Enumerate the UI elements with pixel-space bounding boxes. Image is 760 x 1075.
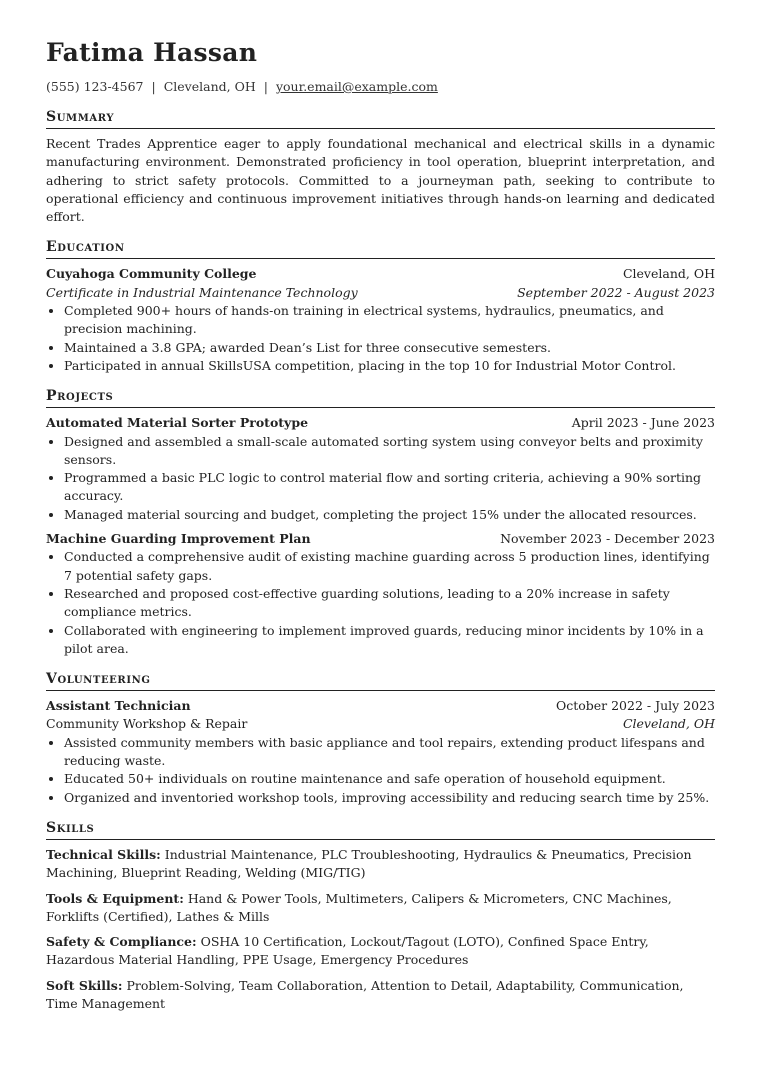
list-item: • Assisted community members with basic appliance and tool repairs, extending product lifespans and reducing waste. bbox=[64, 734, 715, 771]
volunteer-org: Community Workshop & Repair bbox=[46, 716, 248, 732]
project-entry bbox=[46, 414, 715, 524]
section-heading-volunteering: Volunteering bbox=[46, 670, 715, 691]
skill-group bbox=[46, 977, 715, 1014]
phone-number: (555) 123-4567 bbox=[46, 79, 144, 94]
section-heading-summary: Summary bbox=[46, 108, 715, 129]
project-dates: November 2023 - December 2023 bbox=[500, 531, 715, 547]
list-item: • Maintained a 3.8 GPA; awarded Dean’s List for three consecutive semesters. bbox=[64, 339, 715, 357]
project-header-row bbox=[46, 414, 715, 432]
project-name: Automated Material Sorter Prototype bbox=[46, 415, 309, 431]
list-item: • Collaborated with engineering to implement improved guards, reducing minor incidents by 10% in a pilot area. bbox=[64, 622, 715, 659]
skill-group-label: Safety & Compliance: bbox=[46, 934, 197, 950]
education-header-row bbox=[46, 265, 715, 283]
location: Cleveland, OH bbox=[163, 79, 256, 94]
list-item: • Completed 900+ hours of hands-on training in electrical systems, hydraulics, pneumatics, and precision machining. bbox=[64, 302, 715, 339]
education-subheader-row bbox=[46, 284, 715, 302]
volunteer-location: Cleveland, OH bbox=[622, 716, 715, 732]
volunteering-section bbox=[46, 670, 715, 807]
project-bullets bbox=[46, 433, 715, 524]
skill-group-label: Soft Skills: bbox=[46, 977, 123, 993]
volunteer-subheader-row bbox=[46, 715, 715, 733]
skill-group-label: Technical Skills: bbox=[46, 846, 161, 862]
project-bullets bbox=[46, 548, 715, 658]
degree: Certificate in Industrial Maintenance Technology bbox=[46, 284, 358, 300]
project-name: Machine Guarding Improvement Plan bbox=[46, 531, 311, 547]
list-item: • Conducted a comprehensive audit of existing machine guarding across 5 production lines, identifying 7 potential safety gaps. bbox=[64, 548, 715, 585]
volunteer-dates: October 2022 - July 2023 bbox=[555, 698, 715, 714]
section-heading-projects: Projects bbox=[46, 387, 715, 408]
school-location: Cleveland, OH bbox=[622, 266, 715, 282]
list-item: • Managed material sourcing and budget, completing the project 15% under the allocated resources. bbox=[64, 506, 715, 524]
contact-separator: | bbox=[263, 79, 268, 94]
list-item: • Programmed a basic PLC logic to control material flow and sorting criteria, achieving a 90% sorting accuracy. bbox=[64, 469, 715, 506]
skill-group-value: OSHA 10 Certification, Lockout/Tagout (LOTO), Confined Space Entry, Hazardous Material Handling, PPE Usage, Emergency Procedures bbox=[46, 934, 649, 968]
projects-section bbox=[46, 387, 715, 658]
skill-group-value: Hand & Power Tools, Multimeters, Calipers & Micrometers, CNC Machines, Forklifts (Certified), Lathes & Mills bbox=[46, 890, 672, 924]
project-entry bbox=[46, 530, 715, 658]
education-bullets bbox=[46, 302, 715, 375]
contact-line bbox=[46, 78, 715, 96]
skill-group bbox=[46, 846, 715, 883]
volunteer-bullets bbox=[46, 734, 715, 807]
education-entry bbox=[46, 265, 715, 375]
skill-group-value: Problem-Solving, Team Collaboration, Attention to Detail, Adaptability, Communication, Time Management bbox=[46, 977, 684, 1011]
section-heading-education: Education bbox=[46, 238, 715, 259]
list-item: • Educated 50+ individuals on routine maintenance and safe operation of household equipment. bbox=[64, 770, 715, 788]
email-link[interactable]: your.email@example.com bbox=[275, 79, 438, 94]
summary-text: Recent Trades Apprentice eager to apply foundational mechanical and electrical skills in a dynamic manufacturing environment. Demonstrated proficiency in tool operation, blueprint interpretation, and adhering to strict safety protocols. Committed to a journeyman path, seeking to contribute to operational efficiency and continuous improvement initiatives through hands-on learning and dedicated effort. bbox=[46, 136, 715, 225]
school-name: Cuyahoga Community College bbox=[46, 266, 257, 282]
skill-group bbox=[46, 933, 715, 970]
list-item: • Researched and proposed cost-effective guarding solutions, leading to a 20% increase in safety compliance metrics. bbox=[64, 585, 715, 622]
project-dates: April 2023 - June 2023 bbox=[571, 415, 715, 431]
section-heading-skills: Skills bbox=[46, 819, 715, 840]
project-header-row bbox=[46, 530, 715, 548]
education-section bbox=[46, 238, 715, 375]
skills-section bbox=[46, 819, 715, 1013]
contact-separator: | bbox=[151, 79, 156, 94]
volunteer-role: Assistant Technician bbox=[46, 698, 191, 714]
skill-group bbox=[46, 890, 715, 927]
list-item: • Participated in annual SkillsUSA competition, placing in the top 10 for Industrial Motor Control. bbox=[64, 357, 715, 375]
education-dates: September 2022 - August 2023 bbox=[517, 284, 715, 300]
volunteer-entry bbox=[46, 697, 715, 807]
list-item: • Organized and inventoried workshop tools, improving accessibility and reducing search time by 25%. bbox=[64, 789, 715, 807]
skill-group-value: Industrial Maintenance, PLC Troubleshooting, Hydraulics & Pneumatics, Precision Machining, Blueprint Reading, Welding (MIG/TIG) bbox=[46, 846, 692, 881]
skill-group-label: Tools & Equipment: bbox=[46, 890, 184, 906]
volunteer-header-row bbox=[46, 697, 715, 715]
list-item: • Designed and assembled a small-scale automated sorting system using conveyor belts and proximity sensors. bbox=[64, 433, 715, 470]
summary-section bbox=[46, 108, 715, 226]
candidate-name: Fatima Hassan bbox=[46, 38, 258, 67]
